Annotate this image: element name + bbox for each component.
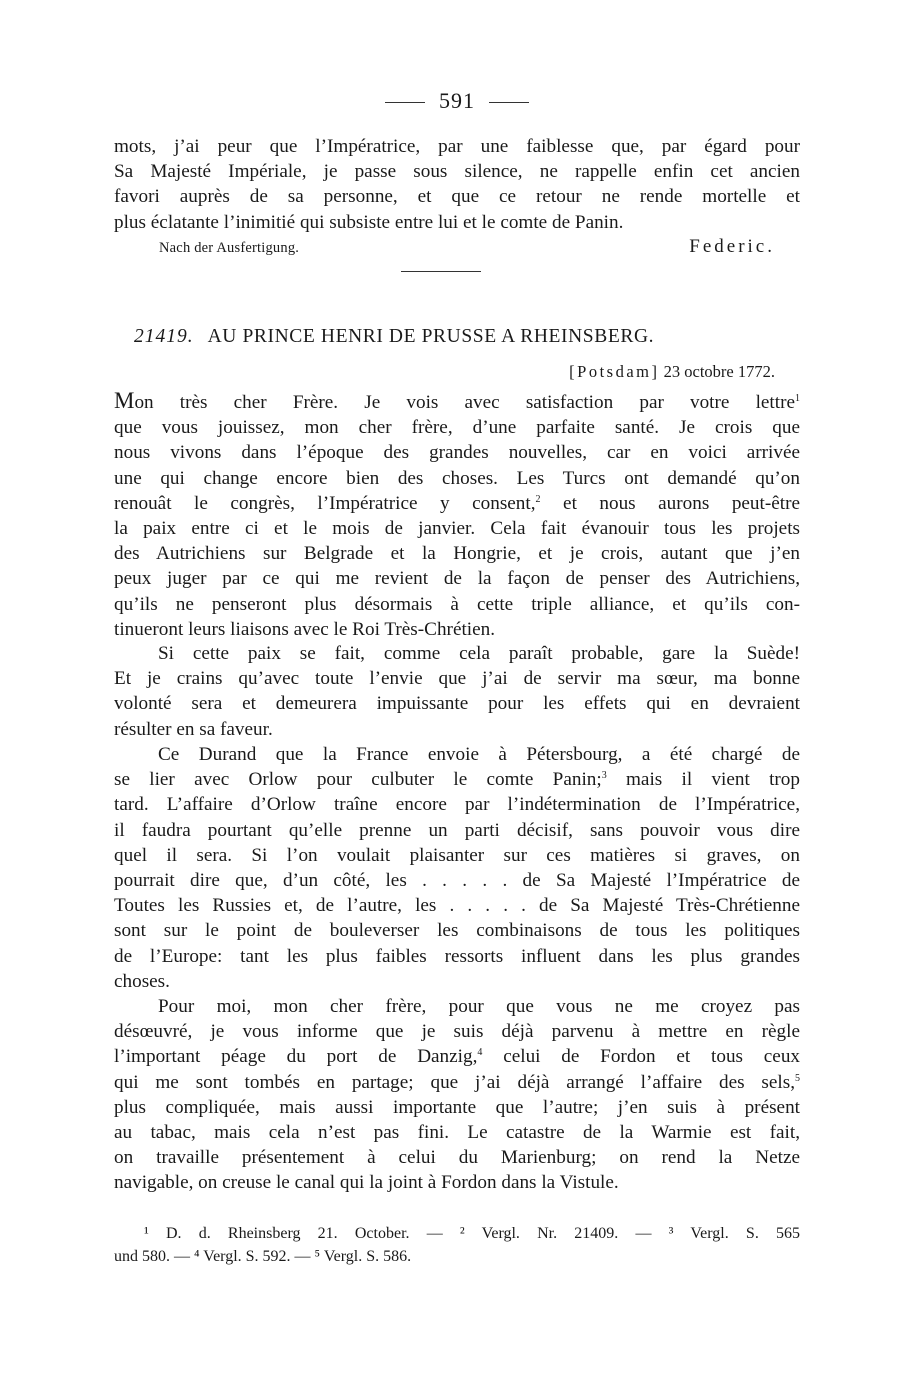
- footnote-marker: 1: [795, 393, 800, 404]
- text-line: plus éclatante l’inimitié qui subsiste entre lui et le comte de Panin.: [114, 211, 624, 233]
- text-span: qui me sont tombés en partage; que j’ai déjà arrangé l’affaire des sels,: [114, 1071, 795, 1093]
- text-line: tinueront leurs liaisons avec le Roi Très-Chrétien.: [114, 618, 496, 640]
- text-line: [114, 1070, 800, 1095]
- text-line: choses.: [114, 970, 170, 992]
- source-note: Nach der Ausfertigung.: [159, 240, 300, 256]
- letter-number: 21419.: [134, 326, 194, 347]
- text-line: Pour moi, mon cher frère, pour que vous ne me croyez pas: [158, 996, 800, 1017]
- text-line: [114, 1044, 800, 1069]
- header-dash-right: [489, 102, 529, 103]
- text-line: sont sur le point de bouleverser les combinaisons de tous les politiques: [114, 920, 800, 942]
- text-line: Et je crains qu’avec toute l’envie que j’ai de servir ma sœur, ma bonne: [114, 668, 800, 690]
- text-span: celui de Fordon et tous ceux: [503, 1046, 801, 1068]
- page-header: [114, 88, 800, 114]
- paragraph-2: [114, 641, 800, 742]
- text-line: quel il sera. Si l’on voulait plaisanter sur ces matières si graves, on: [114, 844, 800, 866]
- text-line: Toutes les Russies et, de l’autre, les . . . . . de Sa Majesté Très-Chrétienne: [114, 895, 800, 917]
- footnote-marker: 3: [601, 770, 607, 782]
- previous-letter-ending: [114, 134, 800, 235]
- footnote-line: ¹ D. d. Rheinsberg 21. October. — ² Vergl. Nr. 21409. — ³ Vergl. S. 565: [144, 1225, 800, 1242]
- source-row: [114, 236, 800, 262]
- text-line: résulter en sa faveur.: [114, 718, 273, 740]
- header-dash-left: [385, 102, 425, 103]
- text-span: et nous aurons peut-être: [563, 492, 800, 514]
- letter-dateline: [569, 362, 775, 382]
- initial-letter: M: [114, 388, 135, 413]
- text-span: on très cher Frère. Je vois avec satisfaction par votre lettre: [134, 392, 795, 413]
- footnote-marker: 5: [795, 1072, 800, 1084]
- text-line: la paix entre ci et le mois de janvier. Cela fait évanouir tous les projets: [114, 518, 800, 540]
- text-line: pourrait dire que, d’un côté, les . . . . . de Sa Majesté l’Impératrice de: [114, 870, 800, 892]
- text-line: qu’ils ne penseront plus désormais à cette triple alliance, et qu’ils con-: [114, 593, 800, 615]
- text-span: mais il vient trop: [626, 769, 800, 791]
- letter-heading: [134, 326, 800, 348]
- text-line: navigable, on creuse le canal qui la joint à Fordon dans la Vistule.: [114, 1172, 619, 1194]
- signature: Federic.: [689, 236, 775, 257]
- text-span: renouât le congrès, l’Impératrice y consent,: [114, 492, 536, 514]
- text-line: il faudra pourtant qu’elle prenne un parti décisif, sans pouvoir vous dire: [114, 819, 800, 841]
- letter-place: [Potsdam]: [569, 362, 660, 381]
- footnote-marker: 2: [535, 493, 541, 505]
- footnote-marker: 4: [477, 1047, 483, 1059]
- text-line: une qui change encore bien des choses. Les Turcs ont demandé qu’on: [114, 467, 800, 489]
- text-span: l’important péage du port de Danzig,: [114, 1046, 478, 1068]
- text-line: volonté sera et demeurera impuissante pour les effets qui en devraient: [114, 693, 800, 715]
- text-line: Ce Durand que la France envoie à Pétersbourg, a été chargé de: [158, 744, 800, 765]
- text-line: tard. L’affaire d’Orlow traîne encore par l’indétermination de l’Impératrice,: [114, 794, 800, 816]
- text-line: mots, j’ai peur que l’Impératrice, par une faiblesse que, par égard pour: [114, 136, 800, 157]
- text-line: plus compliquée, mais aussi importante que l’autre; j’en suis à présent: [114, 1096, 800, 1118]
- text-line: désœuvré, je vous informe que je suis déjà parvenu à mettre en règle: [114, 1021, 800, 1043]
- footnotes: [114, 1222, 800, 1268]
- page-number: 591: [439, 88, 475, 113]
- text-line: favori auprès de sa personne, et que ce retour ne rende mortelle et: [114, 186, 800, 208]
- letter-date: 23 octobre 1772.: [663, 362, 775, 381]
- paragraph-3: [114, 742, 800, 994]
- text-line: de l’Europe: tant les plus faibles ressorts influent dans les plus grandes: [114, 945, 800, 967]
- paragraph-1: [114, 388, 800, 642]
- text-line: Si cette paix se fait, comme cela paraît probable, gare la Suède!: [158, 643, 800, 664]
- text-line: [114, 388, 800, 415]
- text-line: [114, 767, 800, 792]
- paragraph-4: [114, 994, 800, 1196]
- footnote-line: und 580. — ⁴ Vergl. S. 592. — ⁵ Vergl. S. 586.: [114, 1248, 412, 1265]
- text-line: peux juger par ce qui me revient de la façon de penser des Autrichiens,: [114, 568, 800, 590]
- text-line: Sa Majesté Impériale, je passe sous silence, ne rappelle enfin cet ancien: [114, 161, 800, 183]
- section-divider: [401, 271, 481, 272]
- text-line: au tabac, mais cela n’est pas fini. Le catastre de la Warmie est fait,: [114, 1122, 800, 1144]
- text-line: on travaille présentement à celui du Marienburg; on rend la Netze: [114, 1147, 800, 1169]
- text-span: se lier avec Orlow pour culbuter le comte Panin;: [114, 769, 602, 791]
- text-line: [114, 491, 800, 516]
- text-line: nous vivons dans l’époque des grandes nouvelles, car en voici arrivée: [114, 442, 800, 464]
- letter-title: AU PRINCE HENRI DE PRUSSE A RHEINSBERG.: [207, 326, 655, 347]
- text-line: des Autrichiens sur Belgrade et la Hongrie, et je crois, autant que j’en: [114, 543, 800, 565]
- text-line: que vous jouissez, mon cher frère, d’une parfaite santé. Je crois que: [114, 417, 800, 439]
